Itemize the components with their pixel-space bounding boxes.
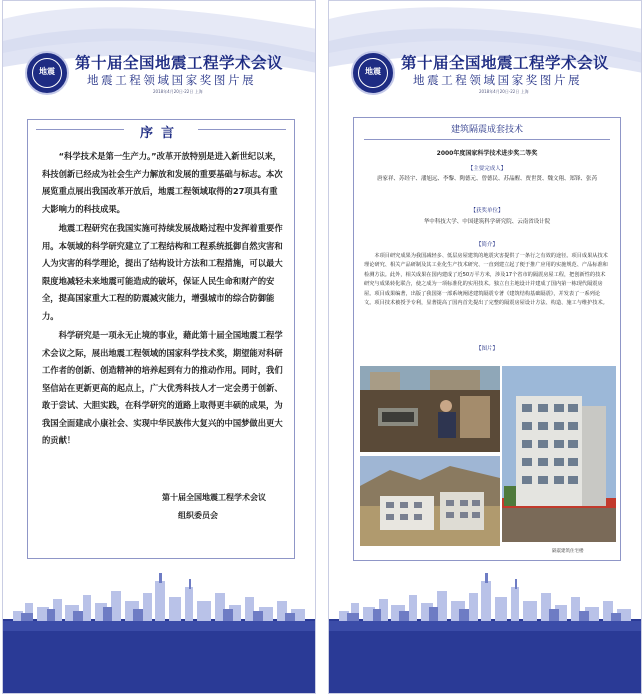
- city-skyline-decoration: [329, 573, 642, 694]
- photo-bearing-installation: [360, 366, 500, 452]
- completers-label: 【主要完成人】: [467, 166, 507, 172]
- exhibition-subtitle: 地震工程领域国家奖图片展: [87, 73, 257, 87]
- conference-date: 2018年4月20日-22日 上海: [153, 89, 203, 94]
- conference-logo: 地震: [25, 51, 69, 95]
- photo-isolated-building: [502, 366, 616, 542]
- conference-date: 2018年4月20日-22日 上海: [479, 89, 529, 94]
- intro-text: 本项目研究成果为我国减轻多、低层房屋建筑的地震灾害提供了一条行之有效的途径。项目成果从技术理论研究、相关产品研制及其工业化生产技术研究、一直到建立起了便于推广应用的实施规范、产品标准和检测方法。此外，相关成果在国内建成了近50万平方米，涉及17个省市的隔震房屋工程，把创新性的技术研究与成果转化联合，使之成为一项标准化的实用技术。独立自主地设计并建成了国内第一栋现代隔震房屋。项目成果编著，出版了我国第一部系统阐述建筑隔震专著《建筑结构基础隔震》，并发表了一系列论文。项目技术被授予专利，显著提高了国内首先提出了完整的隔震房屋设计方法、构造、施工与维护技术。: [364, 253, 608, 307]
- preface-title: 序言: [139, 126, 182, 141]
- photo-hillside-residences: [360, 456, 500, 546]
- award-box: [353, 117, 621, 561]
- conference-title: 第十届全国地震工程学术会议: [75, 54, 284, 72]
- units-list: 华中科技大学、中国建筑科学研究院、云南省设计院: [423, 219, 551, 225]
- preface-paragraph: “科学技术是第一生产力。”改革开放特别是进入新世纪以来，科技创新已经成为社会生产力解放和发展的重要基础与标志。本次展览重点展出我国改革开放后，地震工程领域取得的27项具有重大影响力的科技成果。: [42, 151, 283, 214]
- images-label: 【图片】: [475, 346, 498, 352]
- city-skyline-decoration: [3, 573, 316, 694]
- preface-body: [42, 148, 284, 452]
- preface-panel: [2, 0, 316, 694]
- units-label: 【获奖单位】: [470, 208, 504, 214]
- award-divider: [364, 139, 610, 140]
- completers-list: 唐家祥、苏经宇、潘旭远、李黎、陶德元、曾德民、苏晶醒、贾世贤、魏文翔、郑锋、张芮: [376, 176, 597, 182]
- award-title: 2000年度国家科学技术进步奖二等奖: [436, 150, 538, 157]
- preface-box: [27, 119, 295, 559]
- photo-caption: 隔震建筑住宅楼: [552, 549, 584, 554]
- award-project-name: 建筑隔震成套技术: [450, 125, 523, 135]
- exhibition-subtitle: 地震工程领域国家奖图片展: [413, 73, 583, 87]
- signature-organization: 第十届全国地震工程学术会议: [162, 493, 266, 502]
- award-panel: [328, 0, 642, 694]
- conference-header: [329, 45, 642, 101]
- intro-label: 【简介】: [475, 242, 498, 248]
- conference-header: [3, 45, 316, 101]
- conference-title: 第十届全国地震工程学术会议: [401, 54, 610, 72]
- conference-logo: 地震: [351, 51, 395, 95]
- preface-paragraph: 地震工程研究在我国实施可持续发展战略过程中发挥着重要作用。本领域的科学研究建立了工程结构和工程系统抵御自然灾害和人为灾害的科学理论，提出了结构设计方法和工程措施，可以最大限度地减轻未来地震可能造成的破坏，保证人民生命和财产的安全，提高国家重大工程的防震减灾能力，增强城市的综合防御能力。: [42, 223, 283, 321]
- signature-committee: 组织委员会: [178, 511, 218, 520]
- preface-paragraph: 科学研究是一项永无止境的事业，藉此第十届全国地震工程学术会议之际，展出地震工程领域的国家科学技术奖，期望能对科研工作者的创新、创造精神的培养起到有力的推动作用。同时，我们坚信站在更新更高的起点上，广大优秀科技人才一定会勇于创新、敢于尝试、大胆实践，在科学研究的道路上取得更丰硕的成果，为我国全面建成小康社会、实现中华民族伟大复兴的中国梦做出更大的贡献！: [42, 330, 283, 445]
